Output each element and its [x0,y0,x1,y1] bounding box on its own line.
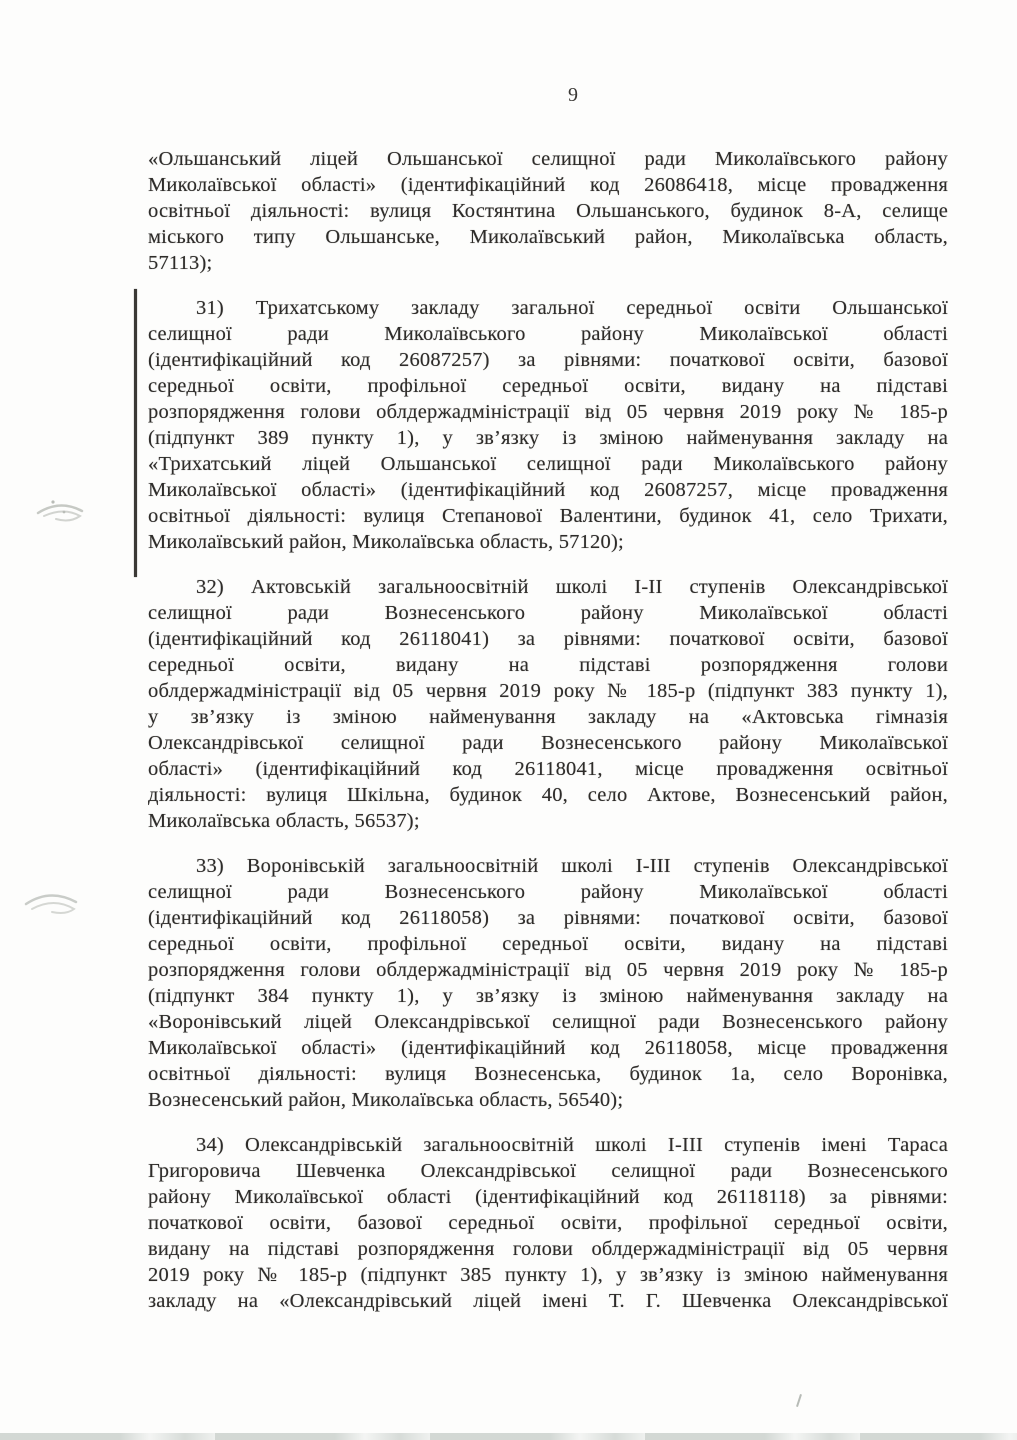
text-line: у зв’язку із зміною найменування закладу на «Актовська гімназія [148,706,948,728]
text-line: середньої освіти, профільної середньої освіти, видану на підставі [148,933,948,955]
pencil-mark-icon [30,485,100,535]
text-line: селищної ради Вознесенського району Миколаївської області [148,881,948,903]
text-line: селищної ради Вознесенського району Миколаївської області [148,602,948,624]
text-line: середньої освіти, профільної середньої освіти, видану на підставі [148,375,948,397]
text-line: діяльності: вулиця Шкільна, будинок 40, село Актове, Вознесенський район, [148,784,948,806]
text-line: (ідентифікаційний код 26087257) за рівнями: початкової освіти, базової [148,349,948,371]
text-line: облдержадміністрації від 05 червня 2019 року № 185-р (підпункт 383 пункту 1), [148,680,948,702]
paragraph [148,146,948,276]
pencil-mark-icon [18,882,93,927]
paragraph [148,574,948,834]
text-line: району Миколаївської області (ідентифікаційний код 26118118) за рівнями: [148,1186,948,1208]
text-line: розпорядження голови облдержадміністрації від 05 червня 2019 року № 185-р [148,959,948,981]
text-line: Миколаївський район, Миколаївська область, 57120); [148,531,624,553]
text-line: закладу на «Олександрівський ліцей імені Т. Г. Шевченка Олександрівської [148,1290,948,1312]
text-line: області» (ідентифікаційний код 26118041, місце провадження освітньої [148,758,948,780]
text-line: Миколаївської області» (ідентифікаційний код 26086418, місце провадження [148,174,948,196]
text-line: 31) Трихатському закладу загальної середньої освіти Ольшанської [196,297,948,319]
text-line: початкової освіти, базової середньої освіти, профільної середньої освіти, [148,1212,948,1234]
document-paragraphs [148,146,948,1333]
text-line: 57113); [148,252,213,274]
text-line: (ідентифікаційний код 26118041) за рівнями: початкової освіти, базової [148,628,948,650]
text-line: (підпункт 384 пункту 1), у зв’язку із зміною найменування закладу на [148,985,948,1007]
page-number: 9 [568,84,578,106]
text-line: (підпункт 389 пункту 1), у зв’язку із зміною найменування закладу на [148,427,948,449]
text-line: (ідентифікаційний код 26118058) за рівнями: початкової освіти, базової [148,907,948,929]
text-line: Вознесенський район, Миколаївська область, 56540); [148,1089,624,1111]
text-line: селищної ради Миколаївського району Миколаївської області [148,323,948,345]
text-line: 34) Олександрівській загальноосвітній школі І-ІІІ ступенів імені Тараса [196,1134,948,1156]
margin-pen-line [134,289,137,577]
text-line: розпорядження голови облдержадміністрації від 05 червня 2019 року № 185-р [148,401,948,423]
paragraph [148,295,948,555]
text-line: середньої освіти, видану на підставі розпорядження голови [148,654,948,676]
text-line: Олександрівської селищної ради Вознесенського району Миколаївської [148,732,948,754]
text-line: Григоровича Шевченка Олександрівської селищної ради Вознесенського [148,1160,948,1182]
text-line: «Воронівський ліцей Олександрівської селищної ради Вознесенського району [148,1011,948,1033]
text-line: 2019 року № 185-р (підпункт 385 пункту 1), у зв’язку із зміною найменування [148,1264,948,1286]
text-line: Миколаївська область, 56537); [148,810,420,832]
text-line: освітньої діяльності: вулиця Вознесенська, будинок 1а, село Воронівка, [148,1063,948,1085]
stray-ink-mark [796,1394,802,1407]
text-line: Миколаївської області» (ідентифікаційний код 26087257, місце провадження [148,479,948,501]
text-line: Миколаївської області» (ідентифікаційний код 26118058, місце провадження [148,1037,948,1059]
text-line: освітньої діяльності: вулиця Степанової Валентини, будинок 41, село Трихати, [148,505,948,527]
paragraph [148,853,948,1113]
text-line: 33) Воронівській загальноосвітній школі І-ІІІ ступенів Олександрівської [196,855,948,877]
text-line: «Трихатський ліцей Ольшанської селищної ради Миколаївського району [148,453,948,475]
text-line: видану на підставі розпорядження голови облдержадміністрації від 05 червня [148,1238,948,1260]
text-line: 32) Актовській загальноосвітній школі І-ІІ ступенів Олександрівської [196,576,948,598]
scan-edge-strip [0,1433,1017,1440]
text-line: міського типу Ольшанське, Миколаївський район, Миколаївська область, [148,226,948,248]
text-line: «Ольшанський ліцей Ольшанської селищної ради Миколаївського району [148,148,948,170]
text-line: освітньої діяльності: вулиця Костянтина Ольшанського, будинок 8-А, селище [148,200,948,222]
paragraph [148,1132,948,1314]
